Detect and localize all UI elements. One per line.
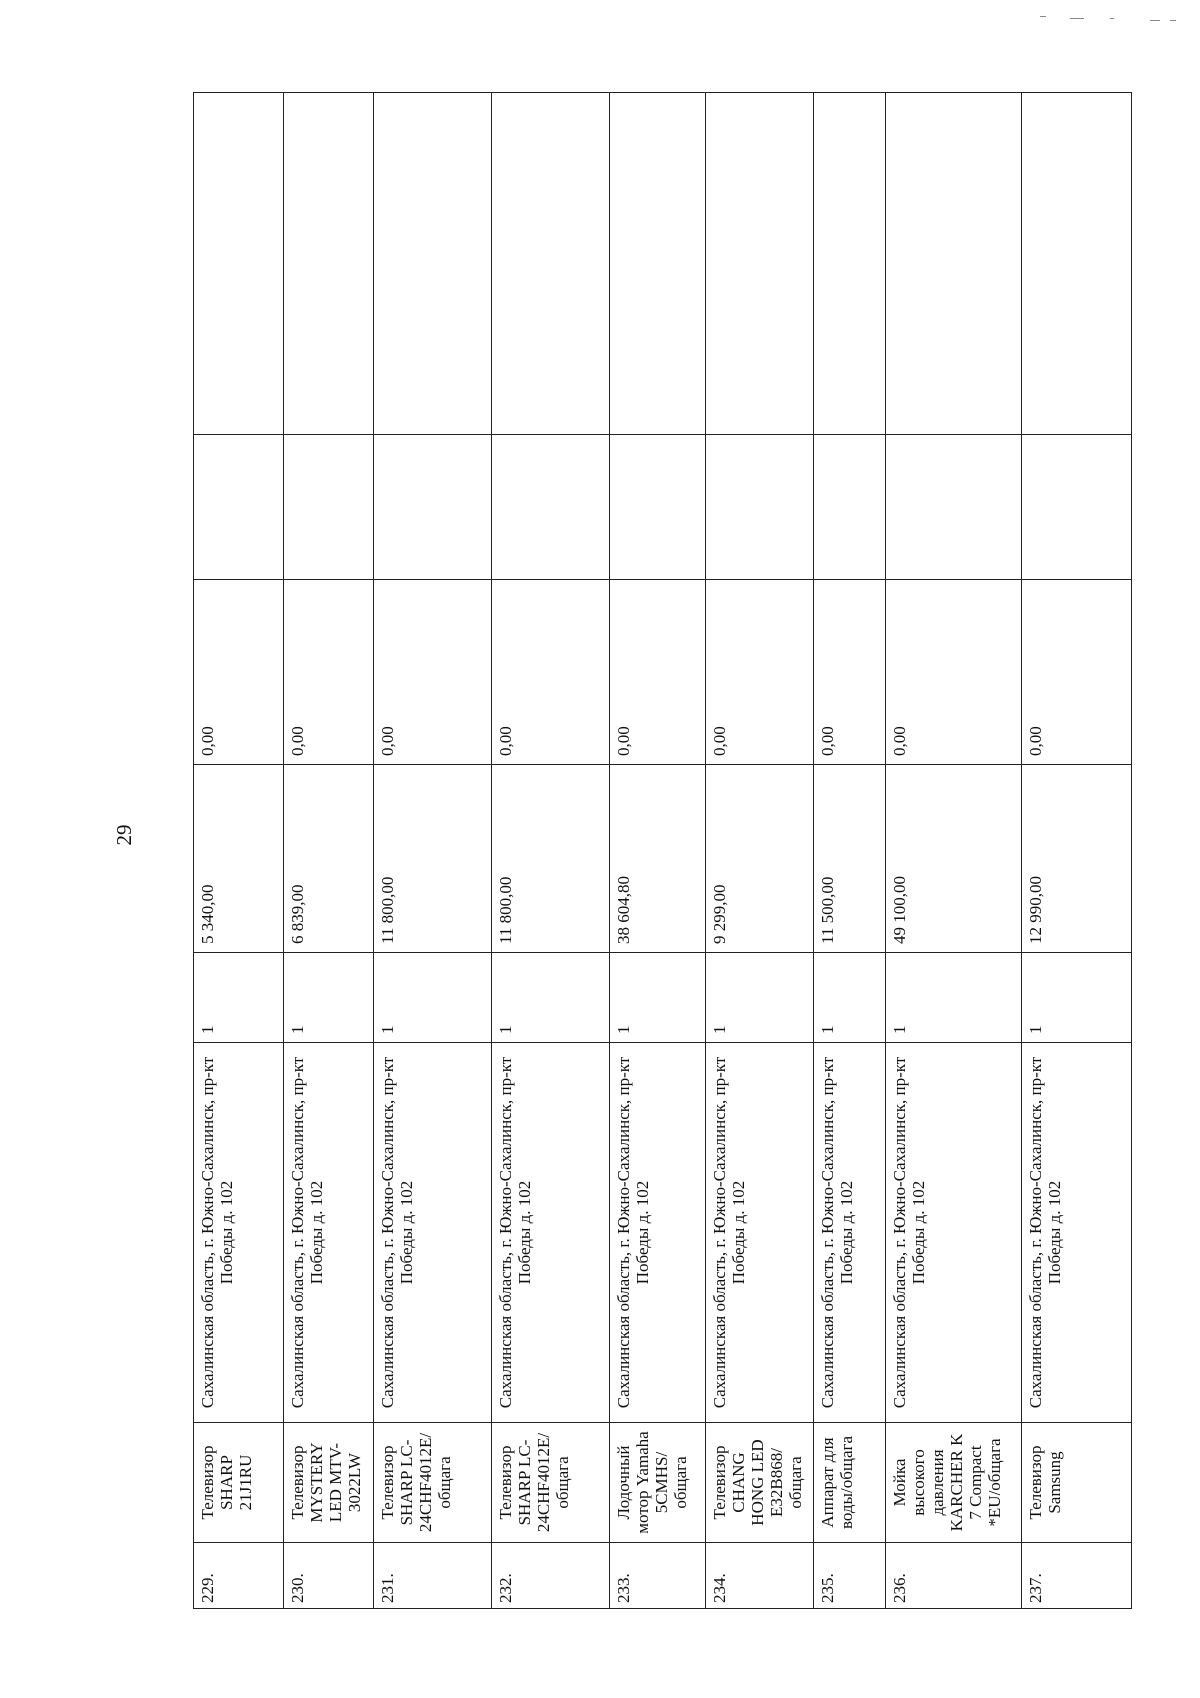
item-address: Сахалинская область, г. Южно-Сахалинск, пр-кт Победы д. 102 (374, 1043, 492, 1423)
item-price: 11 500,00 (814, 765, 886, 953)
empty-cell (374, 435, 492, 580)
empty-cell (886, 93, 1022, 435)
empty-cell (706, 435, 814, 580)
row-number: 235. (814, 1543, 886, 1609)
empty-cell (610, 93, 706, 435)
item-price: 12 990,00 (1022, 765, 1132, 953)
item-price: 9 299,00 (706, 765, 814, 953)
row-number: 237. (1022, 1543, 1132, 1609)
item-price: 49 100,00 (886, 765, 1022, 953)
item-address: Сахалинская область, г. Южно-Сахалинск, пр-кт Победы д. 102 (1022, 1043, 1132, 1423)
item-price: 38 604,80 (610, 765, 706, 953)
item-quantity: 1 (194, 953, 284, 1043)
item-name: Лодочный мотор Yamaha 5CMHS/общага (610, 1423, 706, 1543)
empty-cell (194, 435, 284, 580)
item-quantity: 1 (1022, 953, 1132, 1043)
page-number: 29 (112, 824, 136, 846)
row-number: 229. (194, 1543, 284, 1609)
item-balance: 0,00 (706, 580, 814, 765)
item-name: Телевизор SHARP 21J1RU (194, 1423, 284, 1543)
item-address: Сахалинская область, г. Южно-Сахалинск, пр-кт Победы д. 102 (706, 1043, 814, 1423)
table-row (492, 93, 610, 1609)
item-address: Сахалинская область, г. Южно-Сахалинск, пр-кт Победы д. 102 (610, 1043, 706, 1423)
item-name: Аппарат для воды/общага (814, 1423, 886, 1543)
empty-cell (492, 93, 610, 435)
table-row (1022, 93, 1132, 1609)
item-address: Сахалинская область, г. Южно-Сахалинск, пр-кт Победы д. 102 (284, 1043, 374, 1423)
item-balance: 0,00 (374, 580, 492, 765)
row-number: 234. (706, 1543, 814, 1609)
item-price: 5 340,00 (194, 765, 284, 953)
empty-cell (284, 435, 374, 580)
item-balance: 0,00 (284, 580, 374, 765)
item-address: Сахалинская область, г. Южно-Сахалинск, пр-кт Победы д. 102 (886, 1043, 1022, 1423)
item-balance: 0,00 (814, 580, 886, 765)
inventory-table-rotated (193, 93, 1131, 1609)
item-quantity: 1 (610, 953, 706, 1043)
table-row (374, 93, 492, 1609)
table-row (284, 93, 374, 1609)
item-balance: 0,00 (886, 580, 1022, 765)
item-balance: 0,00 (1022, 580, 1132, 765)
item-balance: 0,00 (610, 580, 706, 765)
empty-cell (492, 435, 610, 580)
empty-cell (814, 435, 886, 580)
empty-cell (706, 93, 814, 435)
inventory-table (193, 92, 1132, 1609)
empty-cell (610, 435, 706, 580)
item-address: Сахалинская область, г. Южно-Сахалинск, пр-кт Победы д. 102 (814, 1043, 886, 1423)
item-price: 11 800,00 (492, 765, 610, 953)
empty-cell (284, 93, 374, 435)
item-name: Телевизор SHARP LC-24CHF4012E/общага (374, 1423, 492, 1543)
item-name: Телевизор CHANG HONG LED E32B868/общага (706, 1423, 814, 1543)
row-number: 232. (492, 1543, 610, 1609)
item-quantity: 1 (886, 953, 1022, 1043)
item-quantity: 1 (814, 953, 886, 1043)
item-name: Телевизор Samsung (1022, 1423, 1132, 1543)
table-row (814, 93, 886, 1609)
row-number: 230. (284, 1543, 374, 1609)
item-quantity: 1 (374, 953, 492, 1043)
item-quantity: 1 (284, 953, 374, 1043)
item-balance: 0,00 (194, 580, 284, 765)
item-address: Сахалинская область, г. Южно-Сахалинск, пр-кт Победы д. 102 (492, 1043, 610, 1423)
empty-cell (886, 435, 1022, 580)
item-name: Телевизор SHARP LC-24CHF4012E/общага (492, 1423, 610, 1543)
item-name: Телевизор MYSTERY LED MTV-3022LW (284, 1423, 374, 1543)
empty-cell (194, 93, 284, 435)
row-number: 233. (610, 1543, 706, 1609)
item-quantity: 1 (706, 953, 814, 1043)
item-name: Мойка высокого давления KARCHER K 7 Compact *EU/общага (886, 1423, 1022, 1543)
row-number: 231. (374, 1543, 492, 1609)
item-quantity: 1 (492, 953, 610, 1043)
empty-cell (1022, 435, 1132, 580)
item-price: 11 800,00 (374, 765, 492, 953)
table-row (194, 93, 284, 1609)
item-address: Сахалинская область, г. Южно-Сахалинск, пр-кт Победы д. 102 (194, 1043, 284, 1423)
empty-cell (374, 93, 492, 435)
item-price: 6 839,00 (284, 765, 374, 953)
row-number: 236. (886, 1543, 1022, 1609)
empty-cell (814, 93, 886, 435)
table-row (886, 93, 1022, 1609)
table-row (706, 93, 814, 1609)
empty-cell (1022, 93, 1132, 435)
table-body (194, 93, 1132, 1609)
item-balance: 0,00 (492, 580, 610, 765)
table-row (610, 93, 706, 1609)
